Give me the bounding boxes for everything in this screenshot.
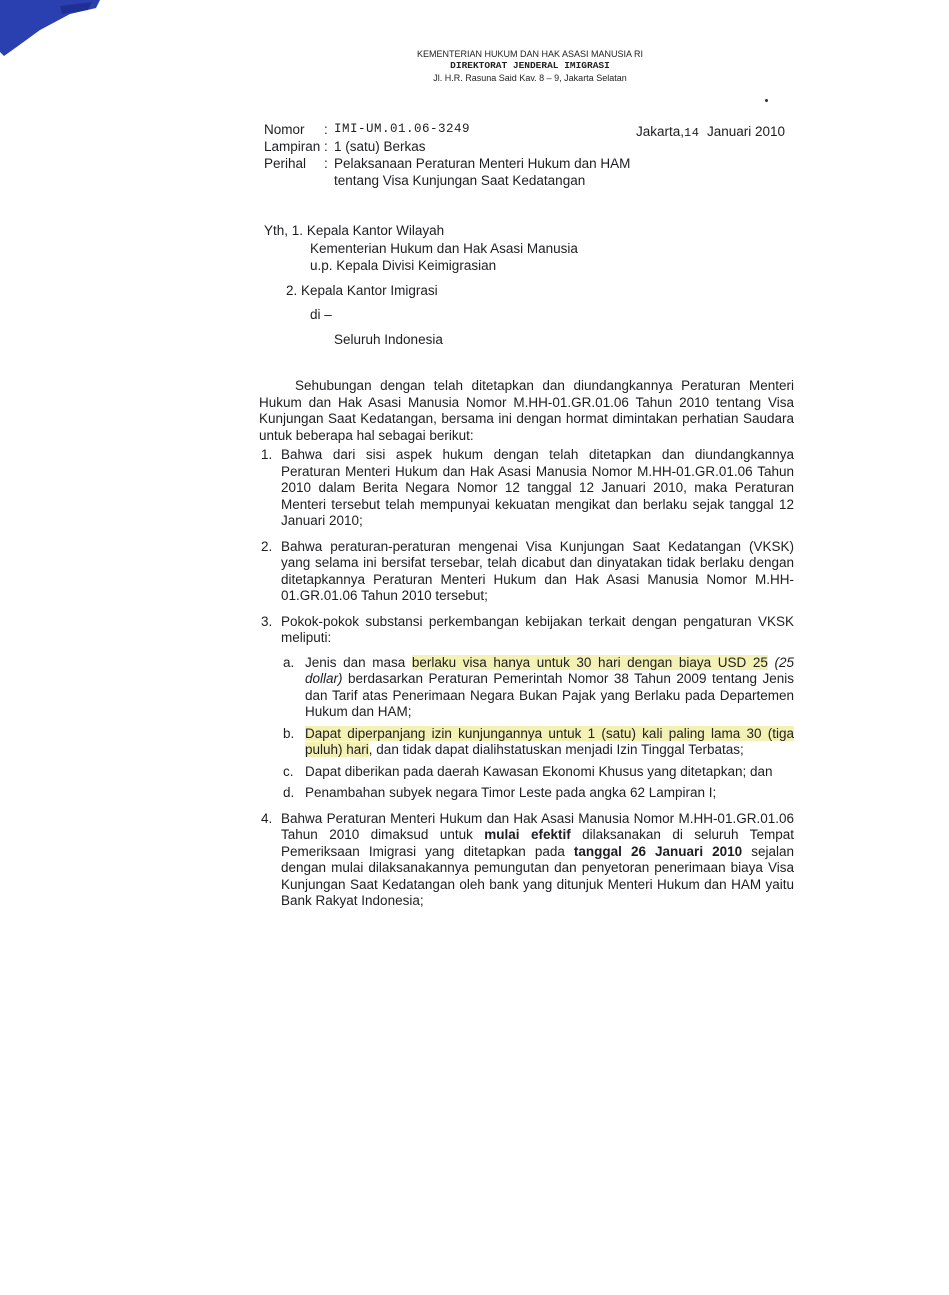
point-4-text-middle: dilaksanakan di seluruh Tempat Pemeriksaan Imigrasi yang ditetapkan pada — [281, 827, 794, 859]
letter-meta — [264, 121, 824, 189]
point-3b-highlight: Dapat diperpanjang izin kunjungannya untuk 1 (satu) kali paling lama 30 (tiga puluh) hari — [305, 725, 794, 757]
recipient-1-number: 1. — [291, 223, 304, 238]
date-day: 14 — [684, 126, 700, 140]
point-4 — [259, 811, 794, 910]
date-place: Jakarta, — [636, 124, 685, 139]
recipient-location: Seluruh Indonesia — [334, 331, 443, 347]
recipient-1-line-1: Kepala Kantor Wilayah — [306, 223, 445, 238]
perihal-line-2: tentang Visa Kunjungan Saat Kedatangan — [334, 173, 586, 188]
letter-body — [259, 378, 794, 919]
corner-ink-mark — [0, 0, 110, 70]
point-1-text: Bahwa dari sisi aspek hukum dengan telah ditetapkan dan diundangkannya Peraturan Menteri Hukum dan Hak Asasi Manusia Nomor M.HH-01.GR.01.06 Tahun 2010 dalam Berita Negara Nomor 12 tanggal 12 Januari 2010, maka Peraturan Menteri tersebut telah mempunyai kekuatan mengikat dan berlaku sejak tanggal 12 Januari 2010; — [281, 447, 794, 528]
scan-speck — [765, 99, 768, 102]
point-4-bold-date: tanggal 26 Januari 2010 — [573, 843, 743, 859]
lampiran-value: 1 (satu) Berkas — [334, 139, 426, 154]
point-3b-letter: b. — [283, 725, 295, 741]
point-2-number: 2. — [261, 538, 273, 554]
point-3c-text: Dapat diberikan pada daerah Kawasan Ekonomi Khusus yang ditetapkan; dan — [305, 763, 773, 779]
point-3a-text-end: berdasarkan Peraturan Pemerintah Nomor 38 Tahun 2009 tentang Jenis dan Tarif atas Penerimaan Negara Bukan Pajak yang Berlaku pada Departemen Hukum dan HAM; — [305, 671, 794, 719]
recipient-1-line-3: u.p. Kepala Divisi Keimigrasian — [310, 258, 497, 273]
letterhead-directorate: DIREKTORAT JENDERAL IMIGRASI — [450, 60, 610, 71]
recipient-2-number: 2. — [286, 282, 298, 298]
point-3 — [259, 614, 794, 802]
recipient-1 — [264, 222, 784, 240]
point-3-text: Pokok-pokok substansi perkembangan kebijakan terkait dengan pengaturan VKSK meliputi: — [281, 613, 794, 645]
point-3d-letter: d. — [283, 785, 295, 800]
lampiran-label: Lampiran — [264, 139, 321, 154]
perihal-label: Perihal — [264, 156, 307, 171]
letterhead-address: Jl. H.R. Rasuna Said Kav. 8 – 9, Jakarta Selatan — [433, 73, 627, 83]
point-4-text-start: Bahwa Peraturan Menteri Hukum dan Hak Asasi Manusia Nomor M.HH-01.GR.01.06 Tahun 2010 dimaksud untuk — [281, 810, 794, 842]
point-4-text-end: sejalan dengan mulai dilaksanakannya pemungutan dan penyetoran penerimaan biaya Visa Kunjungan Saat Kedatangan oleh bank yang ditunjuk Menteri Hukum dan HAM yaitu Bank Rakyat Indonesia; — [281, 843, 794, 908]
letterhead — [330, 48, 730, 84]
point-2 — [259, 539, 794, 605]
recipient-2 — [264, 282, 784, 300]
points-list — [259, 447, 794, 910]
point-3b — [281, 726, 794, 759]
nomor-value: IMI-UM.01.06-3249 — [334, 122, 471, 136]
yth-label: Yth, — [264, 223, 289, 238]
point-3-sublist — [281, 655, 794, 802]
point-3-number: 3. — [261, 613, 273, 629]
nomor-label: Nomor — [264, 122, 305, 137]
recipient-1-line-2: Kementerian Hukum dan Hak Asasi Manusia — [310, 240, 578, 256]
point-3c — [281, 764, 794, 781]
point-3c-letter: c. — [283, 763, 294, 779]
point-4-bold-effective: mulai efektif — [484, 827, 571, 842]
perihal-row: Perihal : Pelaksanaan Peraturan Menteri Hukum dan HAM — [264, 156, 631, 171]
point-1-number: 1. — [261, 447, 273, 462]
point-4-number: 4. — [261, 810, 273, 826]
point-3b-text-end: , dan tidak dapat dialihstatuskan menjadi Izin Tinggal Terbatas; — [368, 742, 744, 757]
perihal-line-1: Pelaksanaan Peraturan Menteri Hukum dan HAM — [334, 156, 631, 171]
point-3a-letter: a. — [283, 654, 295, 670]
point-3a — [281, 655, 794, 721]
date-month-year: Januari 2010 — [706, 124, 786, 139]
recipients-block — [264, 222, 784, 348]
point-3d — [281, 785, 794, 802]
point-3a-highlight: berlaku visa hanya untuk 30 hari dengan biaya USD 25 — [411, 654, 768, 670]
point-2-text: Bahwa peraturan-peraturan mengenai Visa Kunjungan Saat Kedatangan (VKSK) yang selama ini bersifat tersebar, telah dicabut dan dinyatakan tidak berlaku dengan ditetapkannya Peraturan Menteri Hukum dan Hak Asasi Manusia Nomor M.HH-01.GR.01.06 Tahun 2010 tersebut; — [281, 538, 794, 603]
di-label: di – — [310, 307, 332, 322]
letterhead-ministry: KEMENTERIAN HUKUM DAN HAK ASASI MANUSIA RI — [416, 49, 644, 59]
point-3a-italic: (25 dollar) — [305, 654, 794, 686]
lampiran-row: Lampiran : 1 (satu) Berkas — [264, 139, 426, 154]
point-1 — [259, 447, 794, 530]
nomor-row: Nomor : IMI-UM.01.06-3249 — [264, 122, 471, 137]
point-3d-text: Penambahan subyek negara Timor Leste pada angka 62 Lampiran I; — [305, 785, 717, 800]
point-3a-text-start: Jenis dan masa — [305, 654, 412, 670]
intro-paragraph: Sehubungan dengan telah ditetapkan dan diundangkannya Peraturan Menteri Hukum dan Hak Asasi Manusia Nomor M.HH-01.GR.01.06 Tahun 2010 tentang Visa Kunjungan Saat Kedatangan, bersama ini dengan hormat dimintakan perhatian Saudara untuk beberapa hal sebagai berikut: — [259, 378, 794, 443]
recipient-2-line-1: Kepala Kantor Imigrasi — [301, 282, 438, 298]
